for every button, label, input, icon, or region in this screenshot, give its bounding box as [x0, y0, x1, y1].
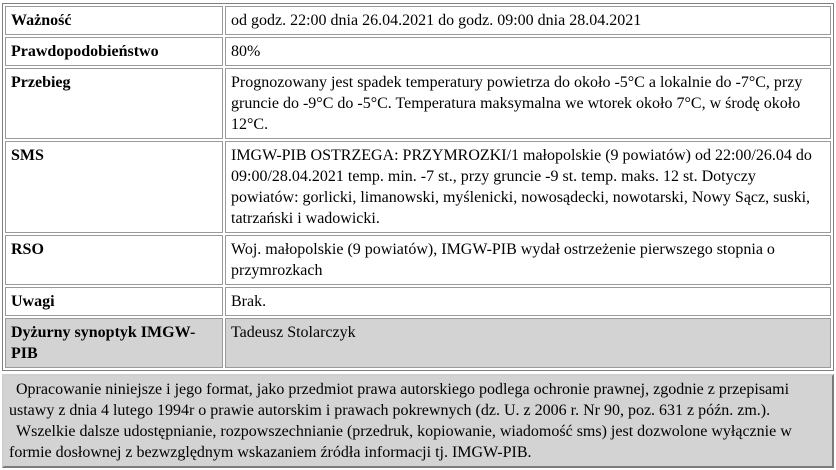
row-label: Dyżurny synoptyk IMGW-PIB — [5, 318, 223, 368]
row-label: RSO — [5, 235, 223, 285]
table-row — [5, 37, 831, 66]
row-value: Tadeusz Stolarczyk — [225, 318, 831, 368]
row-label: SMS — [5, 141, 223, 233]
table-row — [5, 68, 831, 139]
row-value: IMGW-PIB OSTRZEGA: PRZYMROZKI/1 małopolskie (9 powiatów) od 22:00/26.04 do 09:00/28.04.2021 temp. min. -7 st., przy gruncie -9 st. temp. maks. 12 st. Dotyczy powiatów: gorlicki, limanowski, myślenicki, nowosądecki, nowotarski, Nowy Sącz, suski, tatrzański i wadowicki. — [225, 141, 831, 233]
row-value: Woj. małopolskie (9 powiatów), IMGW-PIB wydał ostrzeżenie pierwszego stopnia o przymrozkach — [225, 235, 831, 285]
row-label: Prawdopodobieństwo — [5, 37, 223, 66]
copyright-paragraph: Opracowanie niniejsze i jego format, jako przedmiot prawa autorskiego podlega ochronie prawnej, zgodnie z przepisami ustawy z dnia 4 lutego 1994r o prawie autorskim i prawach pokrewnych (dz. U. z 2006 r. Nr 90, poz. 631 z późn. zm.). — [9, 381, 790, 419]
copyright-notice-box — [2, 374, 834, 468]
row-value: Prognozowany jest spadek temperatury powietrza do około -5°C a lokalnie do -7°C, przy gruncie do -9°C do -5°C. Temperatura maksymalna we wtorek około 7°C, w środę około 12°C. — [225, 68, 831, 139]
weather-warning-table — [2, 3, 834, 371]
row-value: od godz. 22:00 dnia 26.04.2021 do godz. 09:00 dnia 28.04.2021 — [225, 6, 831, 35]
table-row — [5, 141, 831, 233]
row-label: Przebieg — [5, 68, 223, 139]
warning-table-body — [5, 6, 831, 368]
row-value: Brak. — [225, 287, 831, 316]
table-row — [5, 235, 831, 285]
row-label: Ważność — [5, 6, 223, 35]
table-row — [5, 6, 831, 35]
row-value: 80% — [225, 37, 831, 66]
row-label: Uwagi — [5, 287, 223, 316]
table-row — [5, 318, 831, 368]
distribution-paragraph: Wszelkie dalsze udostępnianie, rozpowszechnianie (przedruk, kopiowanie, wiadomość sms) jest dozwolone wyłącznie w formie dosłownej z bezwzględnym wskazaniem źródła informacji tj. IMGW-PIB. — [9, 423, 792, 461]
table-row — [5, 287, 831, 316]
